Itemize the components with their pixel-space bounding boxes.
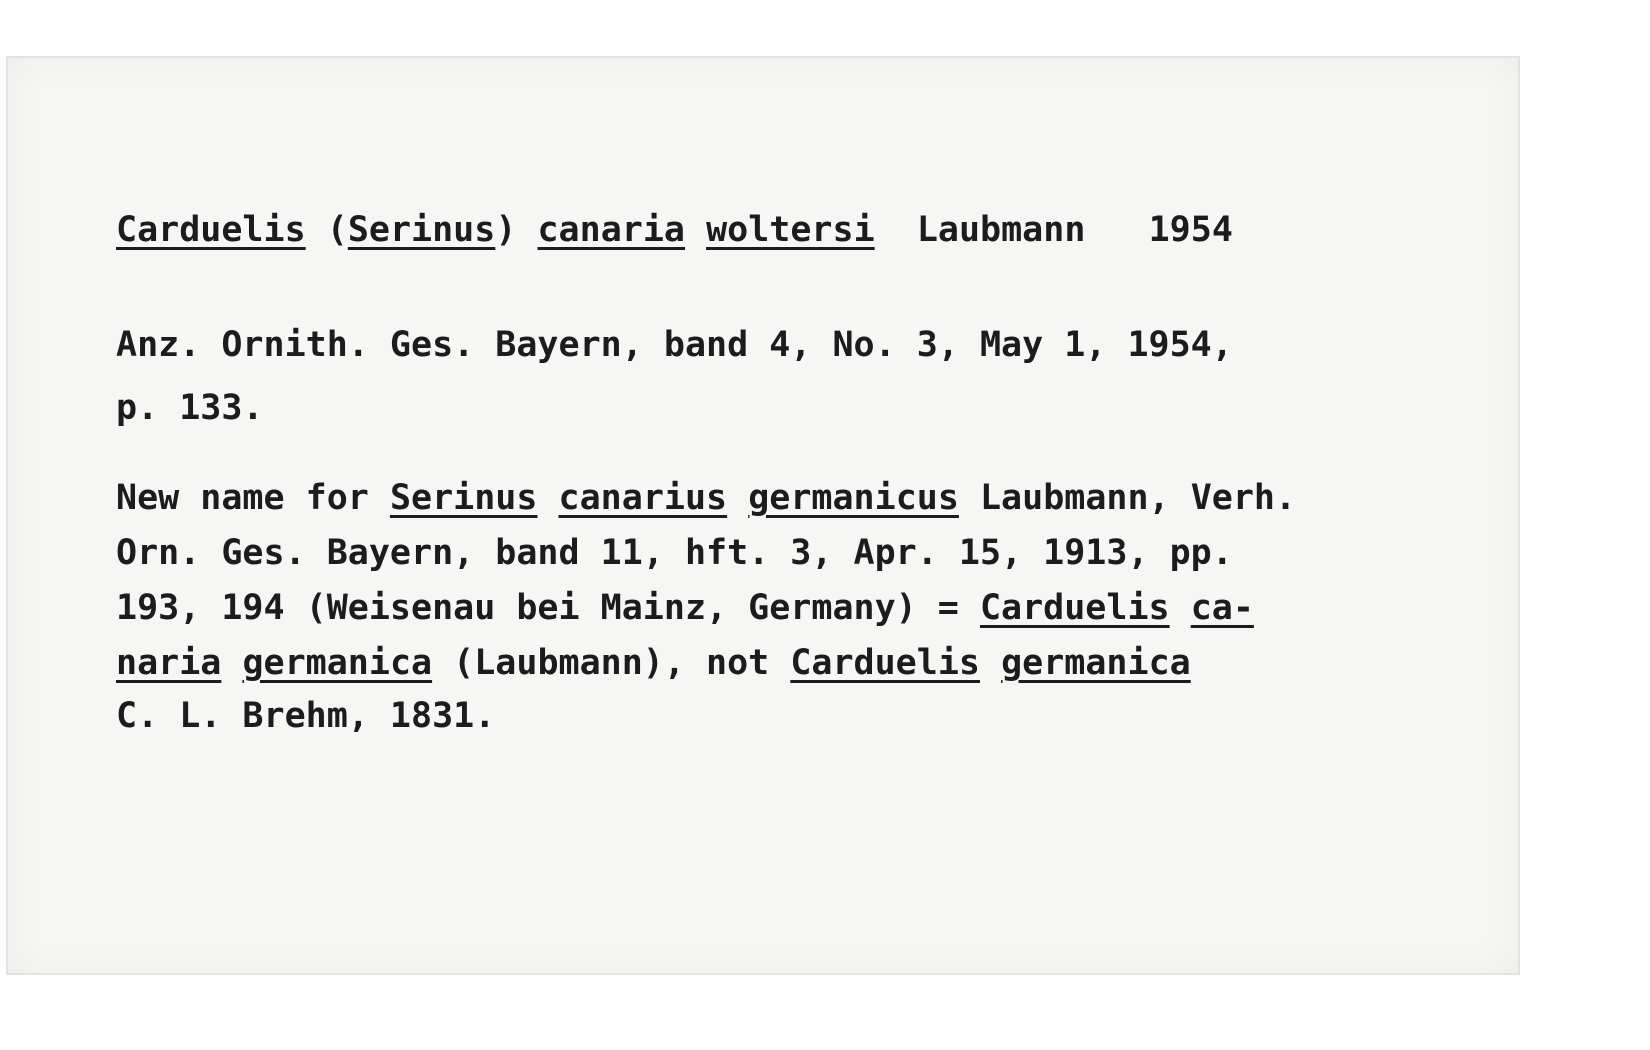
note-line-5: C. L. Brehm, 1831. [116,696,496,736]
author-name: Laubmann [916,210,1086,250]
subspecies-name: woltersi [706,210,875,250]
note-text: New name for [116,478,390,518]
reference-line-1: Anz. Ornith. Ges. Bayern, band 4, No. 3, May 1, 1954, [116,325,1233,365]
note-text: (Laubmann), not [432,643,791,683]
title-separator [1085,210,1148,250]
subgenus-name: Serinus [347,210,496,250]
note-text: 193, 194 (Weisenau bei Mainz, Germany) = [116,588,980,628]
note-line-1 [116,478,1296,518]
card-title-line [116,210,1233,250]
title-separator [875,210,917,250]
note-taxon: germanica [242,643,433,683]
reference-line-2: p. 133. [116,388,264,428]
note-text [221,643,242,683]
note-taxon: Carduelis [979,588,1170,628]
note-taxon: canarius [558,478,728,518]
note-line-3 [116,588,1254,628]
genus-name: Carduelis [116,210,306,250]
title-separator: ( [305,210,348,250]
note-taxon: naria [116,643,222,683]
note-taxon: ca- [1190,588,1254,628]
note-line-4 [116,643,1191,683]
species-name: canaria [537,210,685,250]
index-card [8,58,1518,973]
note-text [727,478,748,518]
note-line-2: Orn. Ges. Bayern, band 11, hft. 3, Apr. 15, 1913, pp. [116,533,1233,573]
note-taxon: germanica [1001,643,1191,683]
note-text [537,478,558,518]
note-taxon: germanicus [748,478,959,518]
note-text: Laubmann, Verh. [958,478,1297,518]
note-text [980,643,1001,683]
title-separator: ) [495,210,538,250]
note-text [1170,588,1191,628]
note-taxon: Carduelis [790,643,980,683]
publication-year: 1954 [1148,210,1233,250]
title-separator [685,210,706,250]
note-taxon: Serinus [389,478,538,518]
